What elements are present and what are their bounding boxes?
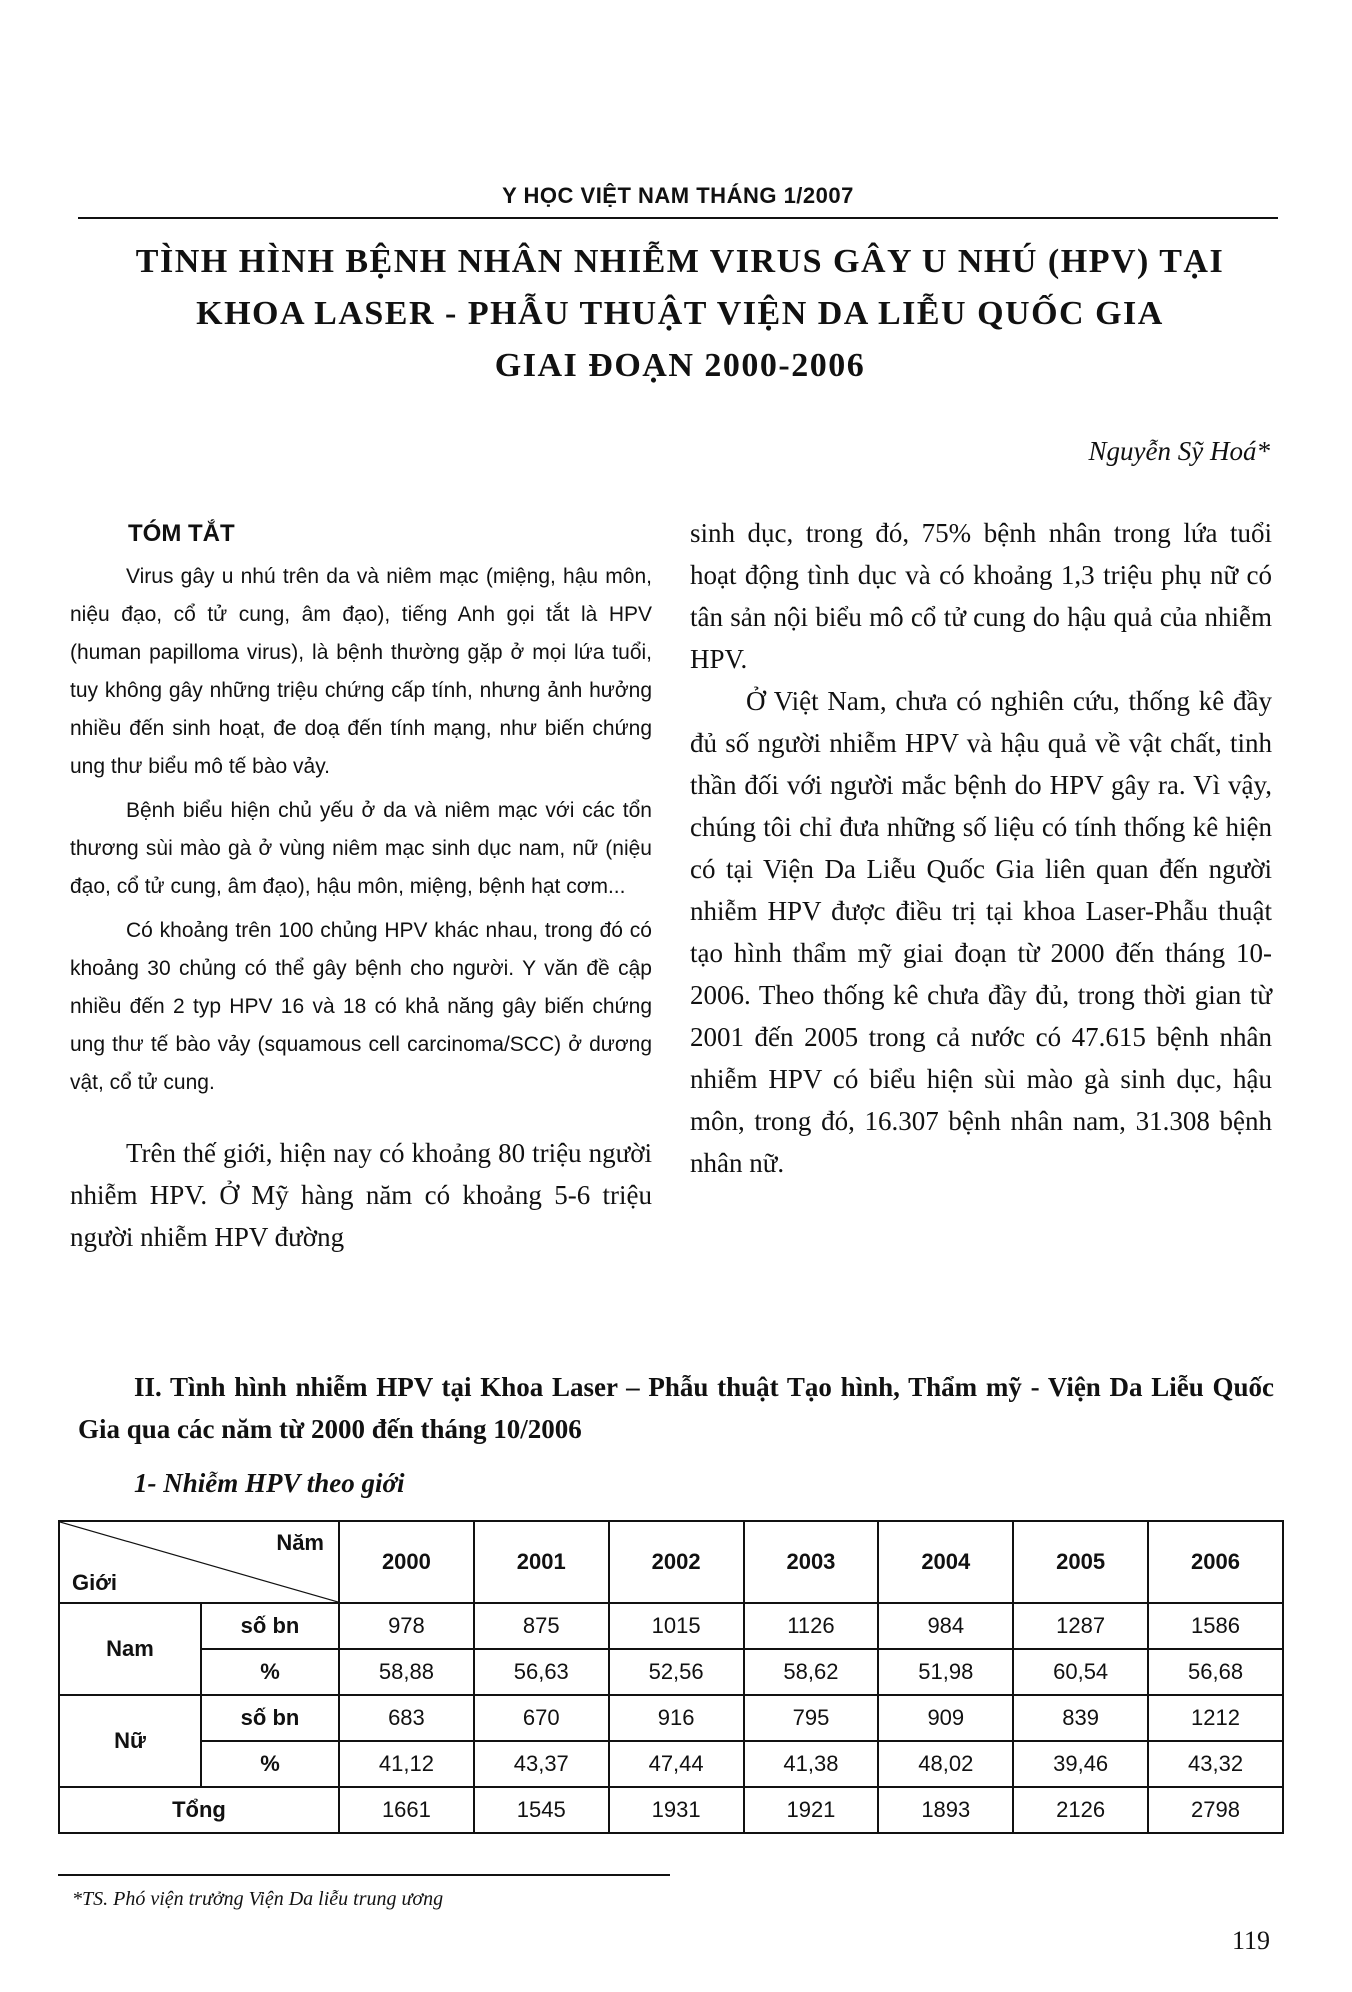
section-heading: II. Tình hình nhiễm HPV tại Khoa Laser – Phẫu thuật Tạo hình, Thẩm mỹ - Viện Da Liễu Quốc Gia qua các năm từ 2000 đến tháng 10/2006 [78, 1372, 1274, 1444]
table-cell: 1893 [878, 1787, 1013, 1833]
abstract [70, 520, 652, 1102]
year-header: 2000 [339, 1521, 474, 1603]
right-column [690, 512, 1272, 1184]
body-paragraph: Trên thế giới, hiện nay có khoảng 80 triệu người nhiễm HPV. Ở Mỹ hàng năm có khoảng 5-6 triệu người nhiễm HPV đường [70, 1138, 652, 1252]
body-paragraph: sinh dục, trong đó, 75% bệnh nhân trong lứa tuổi hoạt động tình dục và có khoảng 1,3 triệu phụ nữ có tân sản nội biểu mô cổ tử cung do hậu quả của nhiễm HPV. [690, 518, 1272, 674]
table-cell: 47,44 [609, 1741, 744, 1787]
table-cell: 1586 [1148, 1603, 1283, 1649]
hpv-by-gender-table [58, 1520, 1284, 1834]
table-cell: 41,12 [339, 1741, 474, 1787]
row-label: số bn [201, 1603, 339, 1649]
table-cell: 795 [744, 1695, 879, 1741]
table-row [59, 1741, 1283, 1787]
table-cell: 58,88 [339, 1649, 474, 1695]
table-cell: 839 [1013, 1695, 1148, 1741]
left-column [70, 512, 652, 1258]
year-header: 2006 [1148, 1521, 1283, 1603]
table-cell: 58,62 [744, 1649, 879, 1695]
table-cell: 984 [878, 1603, 1013, 1649]
table-header-row [59, 1521, 1283, 1603]
table-cell: 2798 [1148, 1787, 1283, 1833]
table-cell: 51,98 [878, 1649, 1013, 1695]
table-cell: 52,56 [609, 1649, 744, 1695]
table-row [59, 1695, 1283, 1741]
table-cell: 683 [339, 1695, 474, 1741]
corner-cell [59, 1521, 339, 1603]
year-header: 2002 [609, 1521, 744, 1603]
table-cell: 1212 [1148, 1695, 1283, 1741]
abstract-paragraph: Có khoảng trên 100 chủng HPV khác nhau, trong đó có khoảng 30 chủng có thể gây bệnh cho người. Y văn đề cập nhiều đến 2 typ HPV 16 và 18 có khả năng gây biến chứng ung thư tế bào vảy (squamous cell carcinoma/SCC) ở dương vật, cổ tử cung. [70, 919, 652, 1094]
row-label: % [201, 1741, 339, 1787]
table-cell: 41,38 [744, 1741, 879, 1787]
corner-label-gender: Giới [72, 1570, 117, 1595]
table-cell: 916 [609, 1695, 744, 1741]
table-cell: 1921 [744, 1787, 879, 1833]
abstract-paragraph: Bệnh biểu hiện chủ yếu ở da và niêm mạc với các tổn thương sùi mào gà ở vùng niêm mạc sinh dục nam, nữ (niệu đạo, cổ tử cung, âm đạo), hậu môn, miệng, bệnh hạt cơm... [70, 799, 652, 898]
intro-text [70, 1132, 652, 1258]
table-cell: 60,54 [1013, 1649, 1148, 1695]
body-paragraph: Ở Việt Nam, chưa có nghiên cứu, thống kê đầy đủ số người nhiễm HPV và hậu quả về vật chất, tinh thần đối với người mắc bệnh do HPV gây ra. Vì vậy, chúng tôi chỉ đưa những số liệu có tính thống kê hiện có tại Viện Da Liễu Quốc Gia liên quan đến người nhiễm HPV được điều trị tại khoa Laser-Phẫu thuật tạo hình thẩm mỹ giai đoạn từ 2000 đến tháng 10-2006. Theo thống kê chưa đầy đủ, trong thời gian từ 2001 đến 2005 trong cả nước có 47.615 bệnh nhân nhiễm HPV có biểu hiện sùi mào gà sinh dục, hậu môn, trong đó, 16.307 bệnh nhân nam, 31.308 bệnh nhân nữ. [690, 686, 1272, 1178]
table-cell: 43,32 [1148, 1741, 1283, 1787]
row-label: số bn [201, 1695, 339, 1741]
table-cell: 1545 [474, 1787, 609, 1833]
table-cell: 56,68 [1148, 1649, 1283, 1695]
table-cell: 1015 [609, 1603, 744, 1649]
table-row [59, 1649, 1283, 1695]
author-name: Nguyễn Sỹ Hoá* [1088, 436, 1270, 466]
total-label: Tổng [59, 1787, 339, 1833]
table-cell: 1287 [1013, 1603, 1148, 1649]
year-header: 2004 [878, 1521, 1013, 1603]
table-total-row [59, 1787, 1283, 1833]
table-cell: 1126 [744, 1603, 879, 1649]
row-label: % [201, 1649, 339, 1695]
table-cell: 2126 [1013, 1787, 1148, 1833]
year-header: 2001 [474, 1521, 609, 1603]
table-cell: 48,02 [878, 1741, 1013, 1787]
article-title [60, 236, 1300, 392]
abstract-paragraph: Virus gây u nhú trên da và niêm mạc (miệng, hậu môn, niệu đạo, cổ tử cung, âm đạo), tiếng Anh gọi tắt là HPV (human papilloma virus), là bệnh thường gặp ở mọi lứa tuổi, tuy không gây những triệu chứng cấp tính, nhưng ảnh hưởng nhiều đến sinh hoạt, đe doạ đến tính mạng, như biến chứng ung thư biểu mô tế bào vảy. [70, 565, 652, 778]
title-line: GIAI ĐOẠN 2000-2006 [494, 347, 866, 384]
page-number: 119 [1231, 1926, 1270, 1955]
table-cell: 875 [474, 1603, 609, 1649]
table-cell: 670 [474, 1695, 609, 1741]
table-subheading: 1- Nhiễm HPV theo giới [134, 1468, 405, 1498]
table-cell: 1661 [339, 1787, 474, 1833]
table-cell: 56,63 [474, 1649, 609, 1695]
table-cell: 39,46 [1013, 1741, 1148, 1787]
year-header: 2005 [1013, 1521, 1148, 1603]
table-cell: 1931 [609, 1787, 744, 1833]
title-line: TÌNH HÌNH BỆNH NHÂN NHIỄM VIRUS GÂY U NHÚ (HPV) TẠI [135, 243, 1225, 280]
group-label-male: Nam [59, 1603, 201, 1695]
footnote-rule [58, 1874, 670, 1876]
year-header: 2003 [744, 1521, 879, 1603]
table-cell: 978 [339, 1603, 474, 1649]
running-header: Y HỌC VIỆT NAM THÁNG 1/2007 [502, 183, 854, 208]
corner-label-year: Năm [276, 1530, 324, 1555]
header-rule [78, 217, 1278, 219]
abstract-heading: TÓM TẮT [128, 520, 235, 547]
group-label-female: Nữ [59, 1695, 201, 1787]
table-cell: 909 [878, 1695, 1013, 1741]
table-row [59, 1603, 1283, 1649]
table-cell: 43,37 [474, 1741, 609, 1787]
author-footnote: *TS. Phó viện trưởng Viện Da liễu trung ương [72, 1888, 444, 1910]
title-line: KHOA LASER - PHẪU THUẬT VIỆN DA LIỄU QUỐC GIA [196, 295, 1164, 332]
